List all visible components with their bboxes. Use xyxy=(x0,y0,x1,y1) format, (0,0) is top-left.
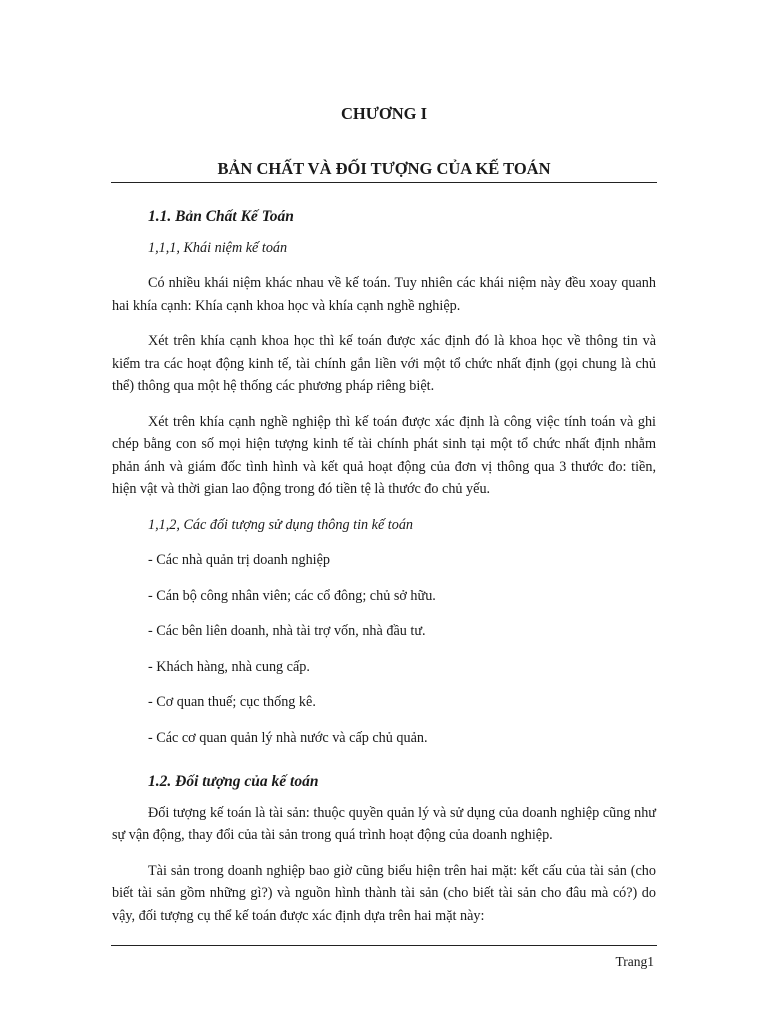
list-item: - Cơ quan thuế; cục thống kê. xyxy=(148,694,316,710)
paragraph: Có nhiều khái niệm khác nhau về kế toán. Tuy nhiên các khái niệm này đều xoay quanh hai khía cạnh: Khía cạnh khoa học và khía cạnh nghề nghiệp. xyxy=(112,275,656,314)
paragraph: Tài sản trong doanh nghiệp bao giờ cũng biểu hiện trên hai mặt: kết cấu của tài sản (cho biết tài sản gồm những gì?) và nguồn hình thành tài sản (cho biết tài sản cho đâu mà có?) do vậy, đối tượng cụ thể kế toán được xác định dựa trên hai mặt này: xyxy=(112,862,656,924)
document-body xyxy=(112,206,656,940)
chapter-title: CHƯƠNG I xyxy=(340,104,427,123)
footer-divider xyxy=(111,945,657,946)
list-item: - Các nhà quản trị doanh nghiệp xyxy=(148,552,331,568)
paragraph: Xét trên khía cạnh nghề nghiệp thì kế toán được xác định là công việc tính toán và ghi chép bằng con số mọi hiện tượng kinh tế tài chính phát sinh tại một tổ chức nhất định nhằm phản ánh và giám đốc tình hình và kết quả hoạt động của đơn vị thông qua 3 thước đo: tiền, hiện vật và thời gian lao động trong đó tiền tệ là thước đo chủ yếu. xyxy=(112,413,656,497)
section-heading-1-2: 1.2. Đối tượng của kế toán xyxy=(148,773,319,790)
list-item: - Các bên liên doanh, nhà tài trợ vốn, nhà đầu tư. xyxy=(148,623,426,639)
paragraph: Đối tượng kế toán là tài sản: thuộc quyền quản lý và sử dụng của doanh nghiệp cũng như sự vận động, thay đổi của tài sản trong quá trình hoạt động của doanh nghiệp. xyxy=(112,804,656,843)
subsection-heading-1-1-1: 1,1,1, Khái niệm kế toán xyxy=(148,239,288,256)
list-item: - Cán bộ công nhân viên; các cổ đông; chủ sở hữu. xyxy=(148,587,436,604)
subsection-heading-1-1-2: 1,1,2, Các đối tượng sử dụng thông tin kế toán xyxy=(148,516,414,533)
paragraph: Xét trên khía cạnh khoa học thì kế toán được xác định đó là khoa học về thông tin và kiểm tra các hoạt động kinh tế, tài chính gắn liền với một tổ chức nhất định (gọi chung là chủ thể) thông qua một hệ thống các phương pháp riêng biệt. xyxy=(112,333,656,394)
section-heading-1-1: 1.1. Bản Chất Kế Toán xyxy=(148,208,294,225)
list-item: - Khách hàng, nhà cung cấp. xyxy=(148,658,310,675)
header-divider xyxy=(111,182,657,183)
page-title: BẢN CHẤT VÀ ĐỐI TƯỢNG CỦA KẾ TOÁN xyxy=(217,159,551,178)
page-number: Trang1 xyxy=(615,954,654,969)
list-item: - Các cơ quan quản lý nhà nước và cấp chủ quản. xyxy=(148,729,428,746)
